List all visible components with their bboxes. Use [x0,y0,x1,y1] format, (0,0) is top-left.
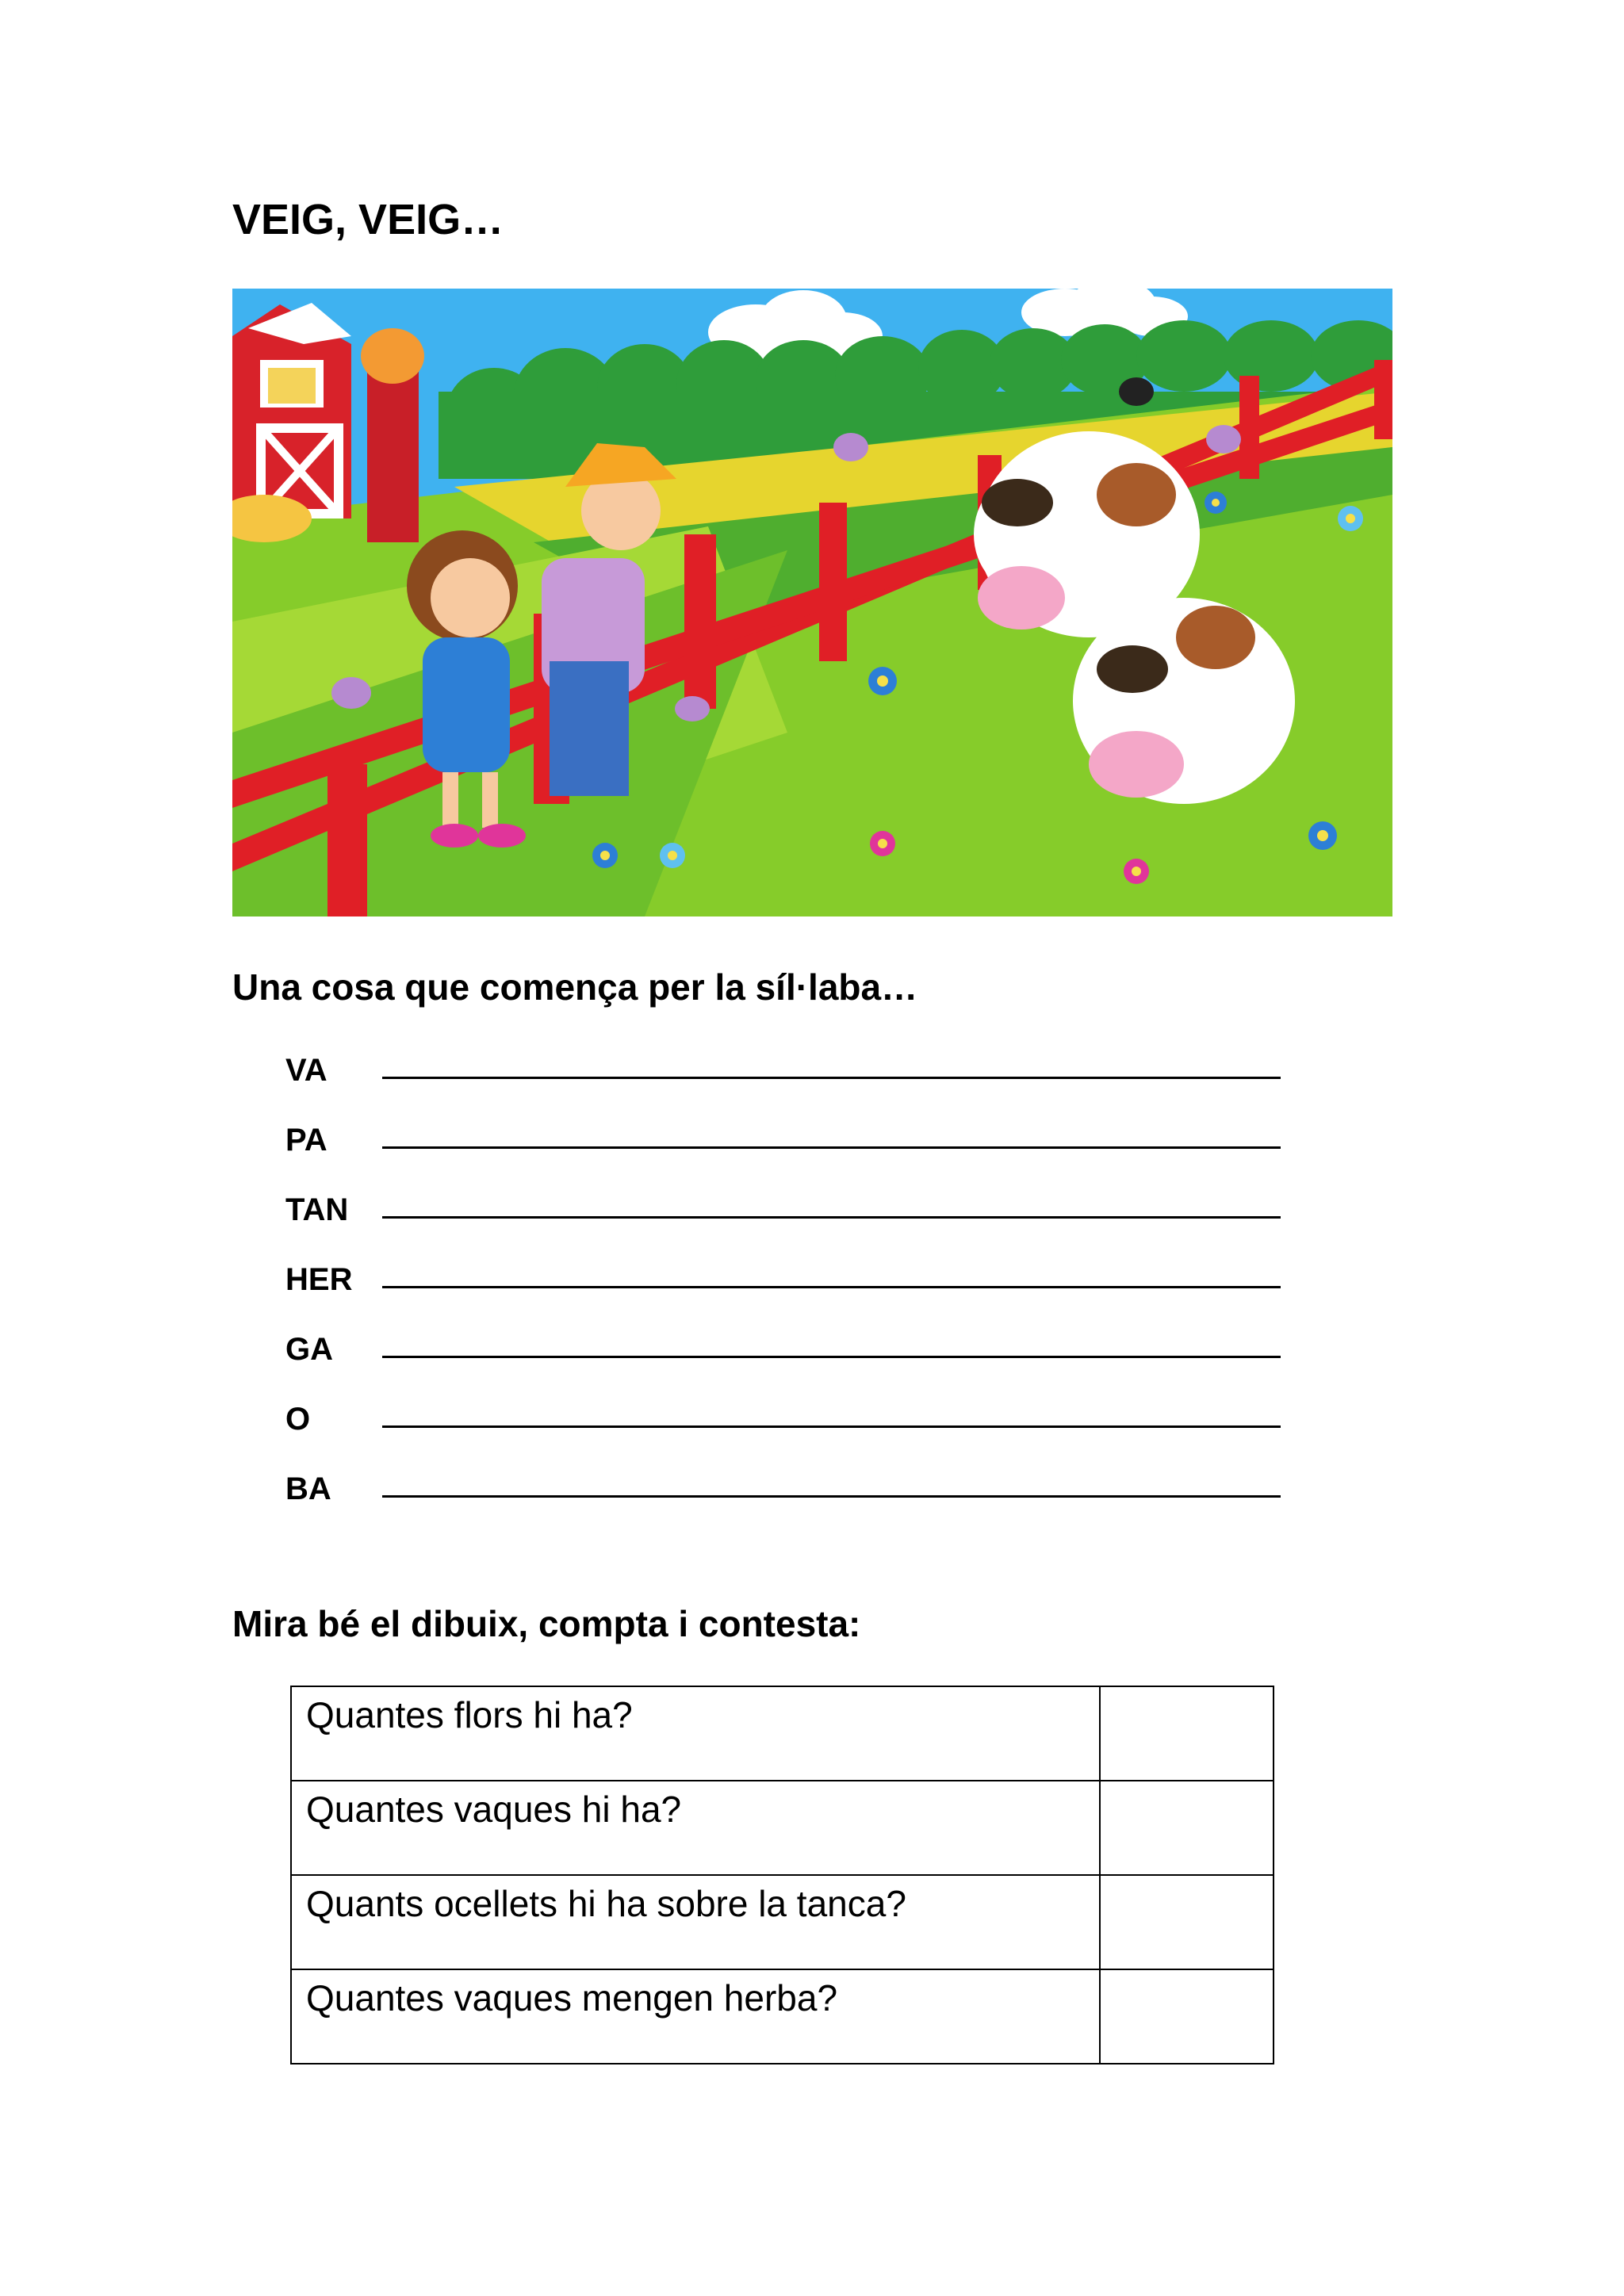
answer-line[interactable] [382,1286,1281,1288]
question-cell: Quantes vaques hi ha? [291,1781,1100,1875]
answer-cell[interactable] [1100,1875,1274,1969]
syllable-row [285,1186,1281,1256]
syllable-label: PA [285,1123,327,1158]
answer-line[interactable] [382,1146,1281,1149]
answer-line[interactable] [382,1495,1281,1498]
syllables-heading: Una cosa que comença per la síl·laba… [232,966,918,1008]
syllable-label: VA [285,1053,327,1088]
table-row [291,1875,1274,1969]
syllable-label: TAN [285,1192,349,1227]
answer-line[interactable] [382,1425,1281,1428]
syllable-row [285,1465,1281,1535]
syllable-row [285,1047,1281,1116]
syllable-label: BA [285,1471,331,1506]
answer-cell[interactable] [1100,1969,1274,2064]
question-cell: Quantes flors hi ha? [291,1686,1100,1781]
table-row [291,1781,1274,1875]
questions-heading: Mira bé el dibuix, compta i contesta: [232,1603,861,1644]
syllable-row [285,1326,1281,1395]
barn-icon [232,303,424,542]
question-cell: Quantes vaques mengen herba? [291,1969,1100,2064]
syllables-list [285,1047,1281,1535]
answer-cell[interactable] [1100,1781,1274,1875]
table-row [291,1969,1274,2064]
syllable-row [285,1256,1281,1326]
syllable-row [285,1395,1281,1465]
farm-illustration [232,289,1392,916]
answer-line[interactable] [382,1077,1281,1079]
syllable-row [285,1116,1281,1186]
answer-line[interactable] [382,1216,1281,1219]
question-cell: Quants ocellets hi ha sobre la tanca? [291,1875,1100,1969]
answer-line[interactable] [382,1356,1281,1358]
syllable-label: O [285,1402,311,1437]
syllable-label: HER [285,1262,353,1297]
syllable-label: GA [285,1332,333,1367]
table-row [291,1686,1274,1781]
answer-cell[interactable] [1100,1686,1274,1781]
questions-table [290,1686,1274,2064]
page-title: VEIG, VEIG… [232,196,504,243]
